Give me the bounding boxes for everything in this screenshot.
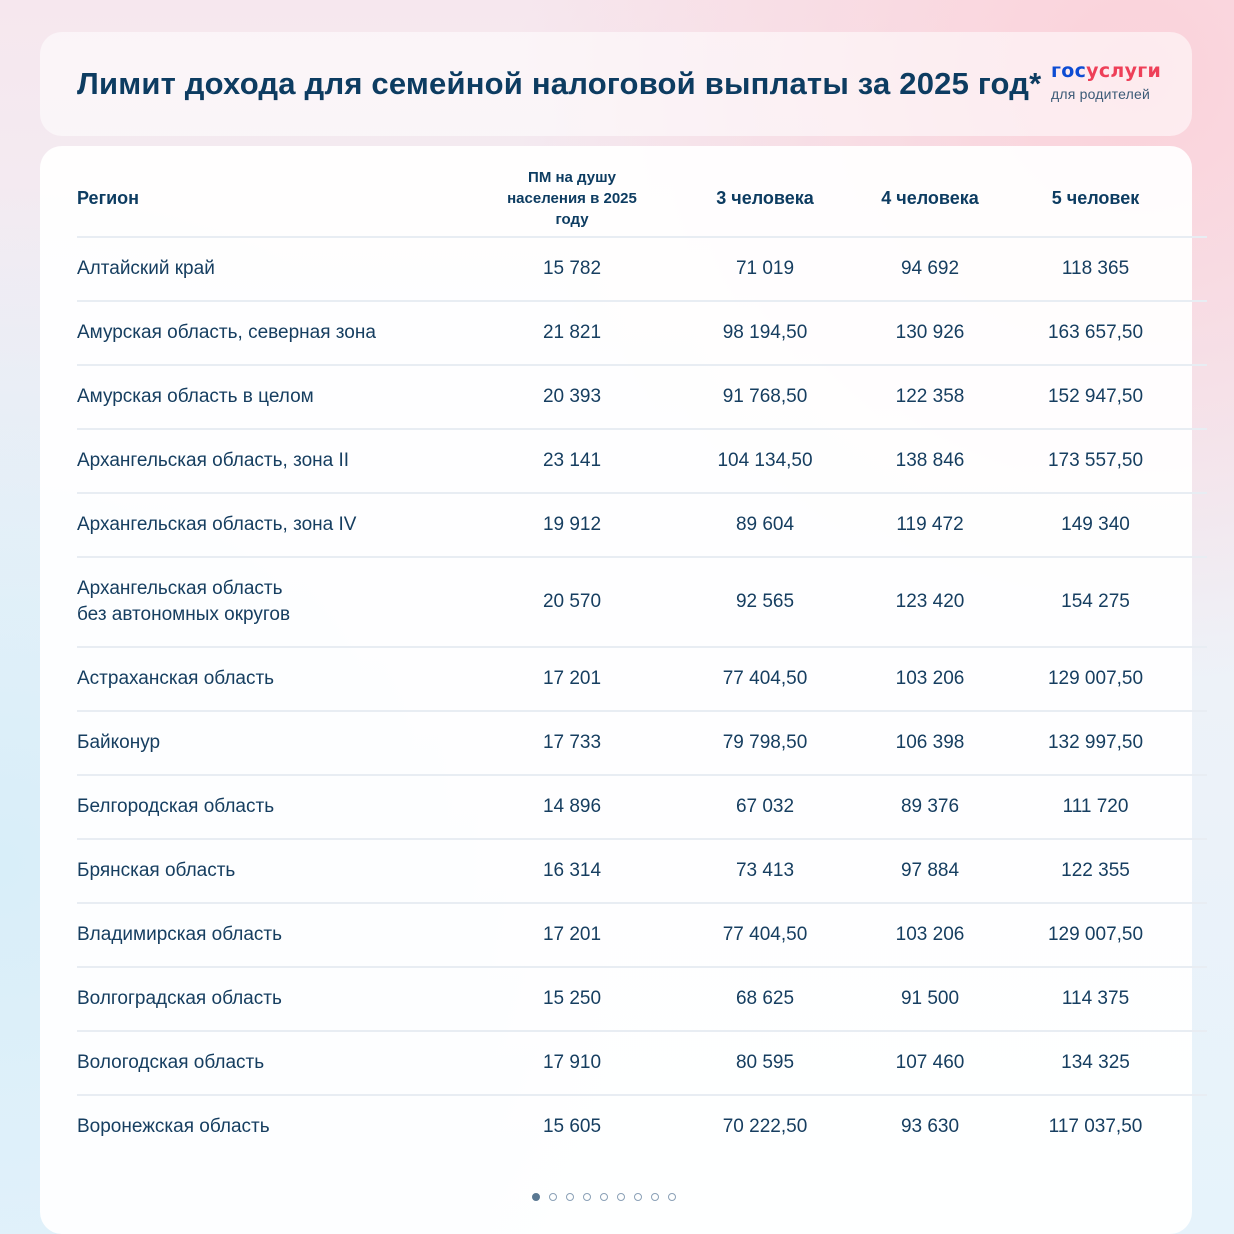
- four-persons-cell: 97 884: [876, 839, 984, 903]
- five-persons-cell: 117 037,50: [1048, 1116, 1143, 1137]
- four-persons-cell: 119 472: [876, 493, 984, 557]
- pm-cell: 20 570: [490, 557, 654, 647]
- four-persons-cell: 89 376: [876, 775, 984, 839]
- pagination-dot[interactable]: [532, 1193, 540, 1201]
- five-persons-cell: 149 340: [984, 493, 1207, 557]
- three-persons-cell: 104 134,50: [654, 429, 876, 493]
- column-header-4-persons: 4 человека: [876, 160, 984, 237]
- three-persons-cell: 71 019: [654, 237, 876, 301]
- table-row: [77, 903, 1207, 967]
- three-persons-cell: 91 768,50: [654, 365, 876, 429]
- table-header-row: [77, 160, 1207, 237]
- three-persons-cell: 80 595: [654, 1031, 876, 1095]
- region-cell: Воронежская область: [77, 1116, 270, 1137]
- region-cell: Байконур: [77, 711, 490, 775]
- five-persons-cell: 173 557,50: [984, 429, 1207, 493]
- pm-cell: 23 141: [490, 429, 654, 493]
- pm-cell: 14 896: [490, 775, 654, 839]
- pm-cell: 15 782: [490, 237, 654, 301]
- four-persons-cell: 107 460: [876, 1031, 984, 1095]
- pm-cell: 17 201: [490, 903, 654, 967]
- pm-cell: 15 605: [542, 1116, 602, 1137]
- five-persons-cell: 152 947,50: [984, 365, 1207, 429]
- five-persons-cell: 129 007,50: [984, 647, 1207, 711]
- income-limit-table: [77, 160, 1207, 1158]
- pm-cell: 17 910: [490, 1031, 654, 1095]
- column-header-5-persons: 5 человек: [984, 160, 1207, 237]
- four-persons-cell: 91 500: [876, 967, 984, 1031]
- table-row: [77, 1031, 1207, 1095]
- column-header-pm: ПМ на душу населения в 2025 году: [490, 160, 654, 237]
- region-cell: Архангельская область, зона IV: [77, 493, 490, 557]
- pm-cell: 17 201: [490, 647, 654, 711]
- region-cell: Амурская область, северная зона: [77, 301, 490, 365]
- table-row: [77, 839, 1207, 903]
- pm-cell: 16 314: [490, 839, 654, 903]
- region-cell: Амурская область в целом: [77, 365, 490, 429]
- pagination-dot[interactable]: [583, 1193, 591, 1201]
- pagination-dot[interactable]: [651, 1193, 659, 1201]
- four-persons-cell: 122 358: [876, 365, 984, 429]
- table-row: [77, 429, 1207, 493]
- table-row: [77, 967, 1207, 1031]
- three-persons-cell: 89 604: [654, 493, 876, 557]
- pagination-dot[interactable]: [634, 1193, 642, 1201]
- three-persons-cell: 67 032: [654, 775, 876, 839]
- table-row: [77, 775, 1207, 839]
- region-cell: Архангельская область без автономных округов: [77, 557, 490, 647]
- column-header-region: Регион: [77, 160, 490, 237]
- table-row: [77, 1095, 1207, 1158]
- pagination-dot[interactable]: [549, 1193, 557, 1201]
- five-persons-cell: 111 720: [984, 775, 1207, 839]
- five-persons-cell: 163 657,50: [984, 301, 1207, 365]
- column-header-3-persons: 3 человека: [654, 160, 876, 237]
- three-persons-cell: 77 404,50: [654, 903, 876, 967]
- region-cell: Брянская область: [77, 839, 490, 903]
- four-persons-cell: 138 846: [876, 429, 984, 493]
- four-persons-cell: 103 206: [876, 903, 984, 967]
- table-row: [77, 711, 1207, 775]
- three-persons-cell: 73 413: [654, 839, 876, 903]
- five-persons-cell: 154 275: [984, 557, 1207, 647]
- table-row: [77, 647, 1207, 711]
- page-title: Лимит дохода для семейной налоговой выплаты за 2025 год*: [77, 66, 1042, 101]
- pm-cell: 15 250: [490, 967, 654, 1031]
- three-persons-cell: 68 625: [654, 967, 876, 1031]
- region-cell: Волгоградская область: [77, 967, 490, 1031]
- pagination-dot[interactable]: [600, 1193, 608, 1201]
- four-persons-cell: 106 398: [876, 711, 984, 775]
- logo-part-uslugi: услуги: [1086, 60, 1162, 82]
- region-cell: Архангельская область, зона II: [77, 429, 490, 493]
- logo-part-gos: гос: [1051, 60, 1087, 82]
- region-cell: Алтайский край: [77, 237, 490, 301]
- region-cell: Астраханская область: [77, 647, 490, 711]
- five-persons-cell: 129 007,50: [984, 903, 1207, 967]
- three-persons-cell: 92 565: [654, 557, 876, 647]
- table-row: [77, 557, 1207, 647]
- pm-cell: 17 733: [490, 711, 654, 775]
- three-persons-cell: 70 222,50: [722, 1116, 808, 1137]
- four-persons-cell: 93 630: [900, 1116, 960, 1137]
- table-row: [77, 301, 1207, 365]
- pagination-dot[interactable]: [566, 1193, 574, 1201]
- logo-wordmark: [1051, 60, 1161, 82]
- five-persons-cell: 118 365: [984, 237, 1207, 301]
- three-persons-cell: 79 798,50: [654, 711, 876, 775]
- pm-cell: 20 393: [490, 365, 654, 429]
- pagination-dot[interactable]: [668, 1193, 676, 1201]
- pm-cell: 19 912: [490, 493, 654, 557]
- five-persons-cell: 132 997,50: [984, 711, 1207, 775]
- four-persons-cell: 103 206: [876, 647, 984, 711]
- table-row: [77, 493, 1207, 557]
- four-persons-cell: 130 926: [876, 301, 984, 365]
- five-persons-cell: 134 325: [984, 1031, 1207, 1095]
- pm-cell: 21 821: [490, 301, 654, 365]
- table-row: [77, 365, 1207, 429]
- pagination-dot[interactable]: [617, 1193, 625, 1201]
- four-persons-cell: 123 420: [876, 557, 984, 647]
- three-persons-cell: 98 194,50: [654, 301, 876, 365]
- five-persons-cell: 114 375: [984, 967, 1207, 1031]
- region-cell: Белгородская область: [77, 775, 490, 839]
- three-persons-cell: 77 404,50: [654, 647, 876, 711]
- logo-subtitle: для родителей: [1051, 86, 1151, 102]
- region-cell: Вологодская область: [77, 1031, 490, 1095]
- table-row: [77, 237, 1207, 301]
- region-cell: Владимирская область: [77, 903, 490, 967]
- gosuslugi-logo: [1051, 60, 1161, 102]
- four-persons-cell: 94 692: [876, 237, 984, 301]
- five-persons-cell: 122 355: [984, 839, 1207, 903]
- pagination-dots: [532, 1193, 676, 1201]
